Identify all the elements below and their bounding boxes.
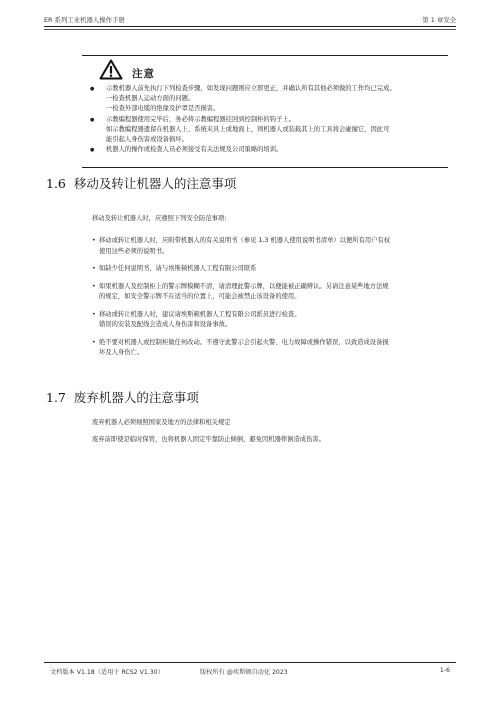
section-number: 1.6 bbox=[46, 176, 66, 191]
section-title: 移动及转让机器人的注意事项 bbox=[73, 176, 237, 191]
section-1-6-heading bbox=[46, 174, 236, 192]
notice-item bbox=[90, 84, 460, 115]
list-line: • 如果机器人及控制柜上的警示牌模糊不清，请清理此警示牌，以便能被正确辨认。另请注意某些地方法规 bbox=[99, 282, 389, 290]
notice-top-rule bbox=[82, 55, 448, 56]
notice-list bbox=[90, 84, 460, 155]
list-line: • 如缺少任何说明书，请与埃斯顿机器人工程有限公司联系 bbox=[99, 265, 257, 272]
section-1-7-heading bbox=[46, 388, 199, 406]
header-manual-title: ER 系列工业机器人操作手册 bbox=[44, 16, 125, 24]
notice-line: 一检查机器人运动方面的问题。 bbox=[106, 95, 195, 103]
notice-line: ● 示教机器人前先执行下列检查步骤，如发现问题则应立即更正，并确认所有其他必须做的工作均已完成。 bbox=[106, 85, 396, 92]
notice-bottom-rule bbox=[82, 167, 448, 168]
header-rule bbox=[44, 26, 456, 27]
footer-doc-version: 文档版本 V1.18（适用于 RCS2 V1.30） bbox=[50, 669, 164, 676]
header-rule-thin bbox=[44, 29, 456, 30]
list-line: 错误的安装及配线会造成人身伤害和设备事故。 bbox=[99, 321, 232, 328]
notice-line: ● 示教编程器使用完毕后，务必将示教编程器挂回到控制柜的钩子上。 bbox=[106, 115, 295, 123]
notice-title: 注意 bbox=[132, 68, 155, 80]
section-1-6-list bbox=[92, 236, 464, 366]
footer-copyright: 版权所有 @埃斯顿自动化 2023 bbox=[200, 669, 288, 676]
list-line: • 移动或转让机器人时，应附带机器人的有关说明书（参见 1.3 机器人使用说明书清单）以便所有用户有权 bbox=[99, 237, 391, 244]
footer-rule bbox=[44, 662, 456, 663]
section-1-6-intro: 移动及转让机器人时，应遵照下列安全防范事项: bbox=[92, 215, 227, 222]
header-chapter: 第 1 章安全 bbox=[422, 16, 456, 24]
list-line: • 绝不要对机器人或控制柜做任何改动。不遵守此警示会引起火警、电力故障或操作错误，以致造成设备损 bbox=[99, 338, 389, 346]
list-line: 的规定，如安全警示牌不在适当的位置上，可能会被禁止该设备的使用。 bbox=[99, 293, 301, 300]
list-line: • 移动或转让机器人时，建议请埃斯顿机器人工程有限公司派员进行检查。 bbox=[99, 310, 301, 318]
list-item bbox=[92, 338, 464, 359]
notice-item bbox=[90, 145, 460, 155]
notice-line: 一检查外部电缆的绝缘及护罩是否损害。 bbox=[106, 105, 220, 113]
notice-line: 如示教编程器遗留在机器人上、系统夹具上或地面上，则机器人或装载其上的工具将会碰撞它，因此可 bbox=[106, 125, 390, 133]
list-item bbox=[92, 282, 464, 303]
notice-item bbox=[90, 115, 460, 146]
notice-line: ● 机器人的操作或检查人员必须接受有关法规及公司策略的培训。 bbox=[106, 146, 283, 154]
section-1-7-paragraph-2: 废弃前即使是临时保管，也将机器人固定牢靠防止倾倒，避免因机器摔倒造成伤害。 bbox=[92, 436, 325, 443]
footer-page-number: 1-6 bbox=[439, 667, 450, 674]
list-item bbox=[92, 310, 464, 331]
notice-line: 能引起人身伤害或设备损坏。 bbox=[106, 136, 188, 144]
section-number: 1.7 bbox=[46, 390, 66, 405]
list-item bbox=[92, 236, 464, 257]
section-title: 废弃机器人的注意事项 bbox=[73, 390, 199, 405]
list-item bbox=[92, 264, 464, 275]
list-line: 坏及人身伤亡。 bbox=[99, 349, 144, 356]
list-line: 使用这些必须的说明书。 bbox=[99, 247, 169, 255]
section-1-7-paragraph-1: 废弃机器人必须细照国家及地方的法律和相关规定 bbox=[92, 419, 231, 426]
warning-triangle-icon bbox=[99, 59, 123, 80]
